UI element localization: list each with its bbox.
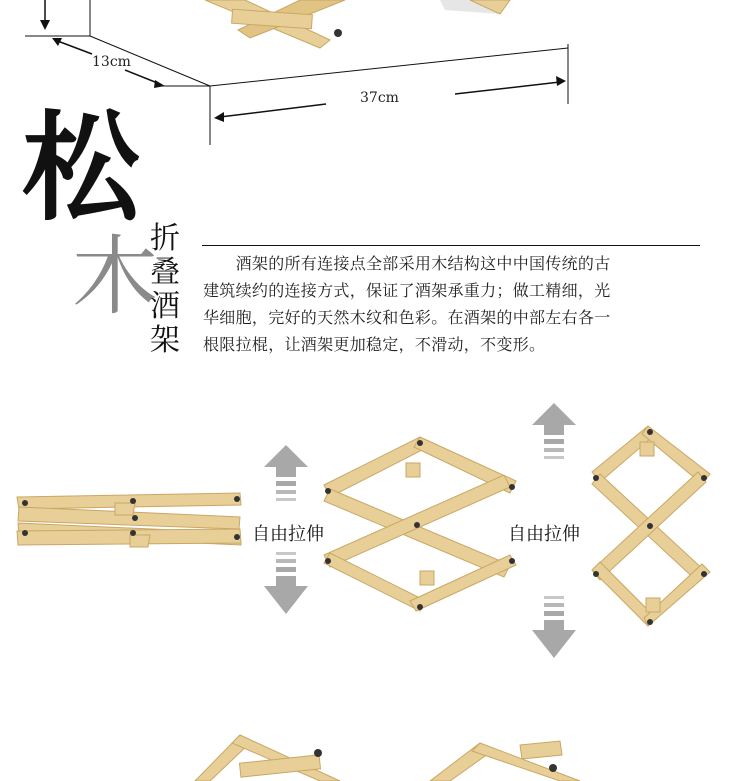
arrow-up-icon (264, 445, 308, 505)
description-line-3: 华细胞，完好的天然木纹和色彩。在酒架的中部左右各一 (203, 308, 611, 327)
rack-half-open-image (320, 435, 520, 615)
rack-stretched-image (588, 422, 718, 632)
arrow-up-icon (532, 403, 576, 467)
description-line-2: 建筑续约的连接方式，保证了酒架承重力；做工精细，光 (203, 281, 611, 300)
rack-fragment-bottom (0, 731, 750, 781)
arrow-down-icon (532, 596, 576, 660)
arrow-down-icon (264, 552, 308, 614)
rack-folded-image (15, 485, 255, 565)
subtitle-vertical: 折叠酒架 (150, 221, 180, 358)
title-divider (202, 245, 700, 246)
rack-fragment-top (205, 0, 510, 48)
stretch-label-left: 自由拉伸 (252, 524, 324, 545)
title-brush-char-1: 松 (22, 98, 141, 237)
title-brush-char-2: 木 (72, 227, 158, 327)
description-line-4: 根限拉棍，让酒架更加稳定，不滑动，不变形。 (203, 335, 546, 354)
stretch-label-right: 自由拉伸 (508, 524, 580, 545)
depth-label: 13cm (92, 54, 131, 70)
description-line-1: 酒架的所有连接点全部采用木结构这中中国传统的古 (203, 254, 611, 273)
width-label: 37cm (360, 90, 399, 106)
